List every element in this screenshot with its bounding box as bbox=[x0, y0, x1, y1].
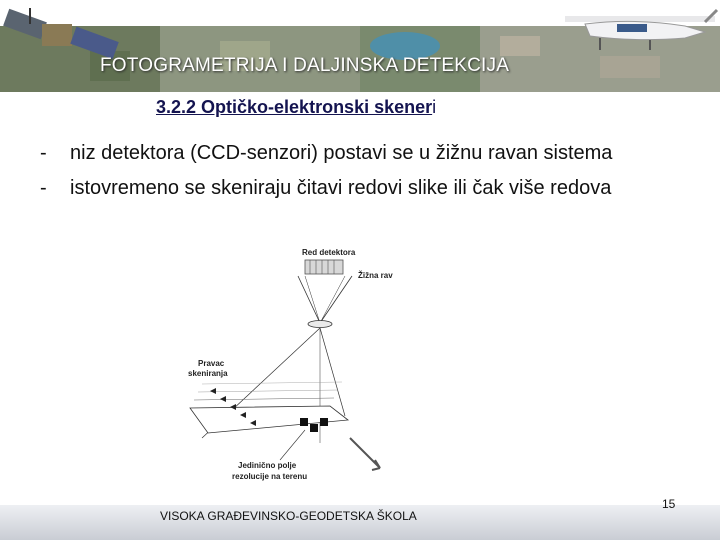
label-scan-direction-1: Pravac bbox=[198, 359, 225, 368]
label-detector-row: Red detektora bbox=[302, 248, 356, 257]
lens-icon bbox=[308, 321, 332, 328]
label-scan-direction-2: skeniranja bbox=[188, 369, 228, 378]
slide-title-main: 3.2.2 Optičko-elektronski skener bbox=[156, 97, 433, 117]
airplane-icon bbox=[555, 0, 720, 52]
bullet-dash: - bbox=[40, 177, 47, 199]
page-number: 15 bbox=[662, 497, 676, 511]
bullet-dash: - bbox=[40, 142, 47, 164]
header-title: FOTOGRAMETRIJA I DALJINSKA DETEKCIJA bbox=[100, 55, 510, 76]
bullet-list bbox=[40, 140, 680, 210]
slide-title-tail: i bbox=[432, 97, 437, 117]
bullet-text: niz detektora (CCD-senzori) postavi se u žižnu ravan sistema bbox=[70, 142, 613, 164]
scan-direction-arrow-icon bbox=[350, 438, 380, 470]
detector-array bbox=[305, 260, 343, 274]
bullet-text: istovremeno se skeniraju čitavi redovi slike ili čak više redova bbox=[70, 177, 612, 199]
footer-school-name: VISOKA GRAĐEVINSKO-GEODETSKA ŠKOLA bbox=[160, 509, 417, 523]
label-focal-plane: Žižna rav bbox=[358, 271, 393, 280]
bullet-item bbox=[40, 175, 680, 202]
slide-title bbox=[156, 97, 436, 118]
label-unit-field-1: Jedinično polje bbox=[238, 461, 297, 470]
label-unit-field-2: rezolucije na terenu bbox=[232, 472, 308, 481]
pushbroom-scanner-diagram bbox=[180, 238, 402, 488]
header-banner bbox=[0, 0, 720, 92]
bullet-item bbox=[40, 140, 680, 167]
